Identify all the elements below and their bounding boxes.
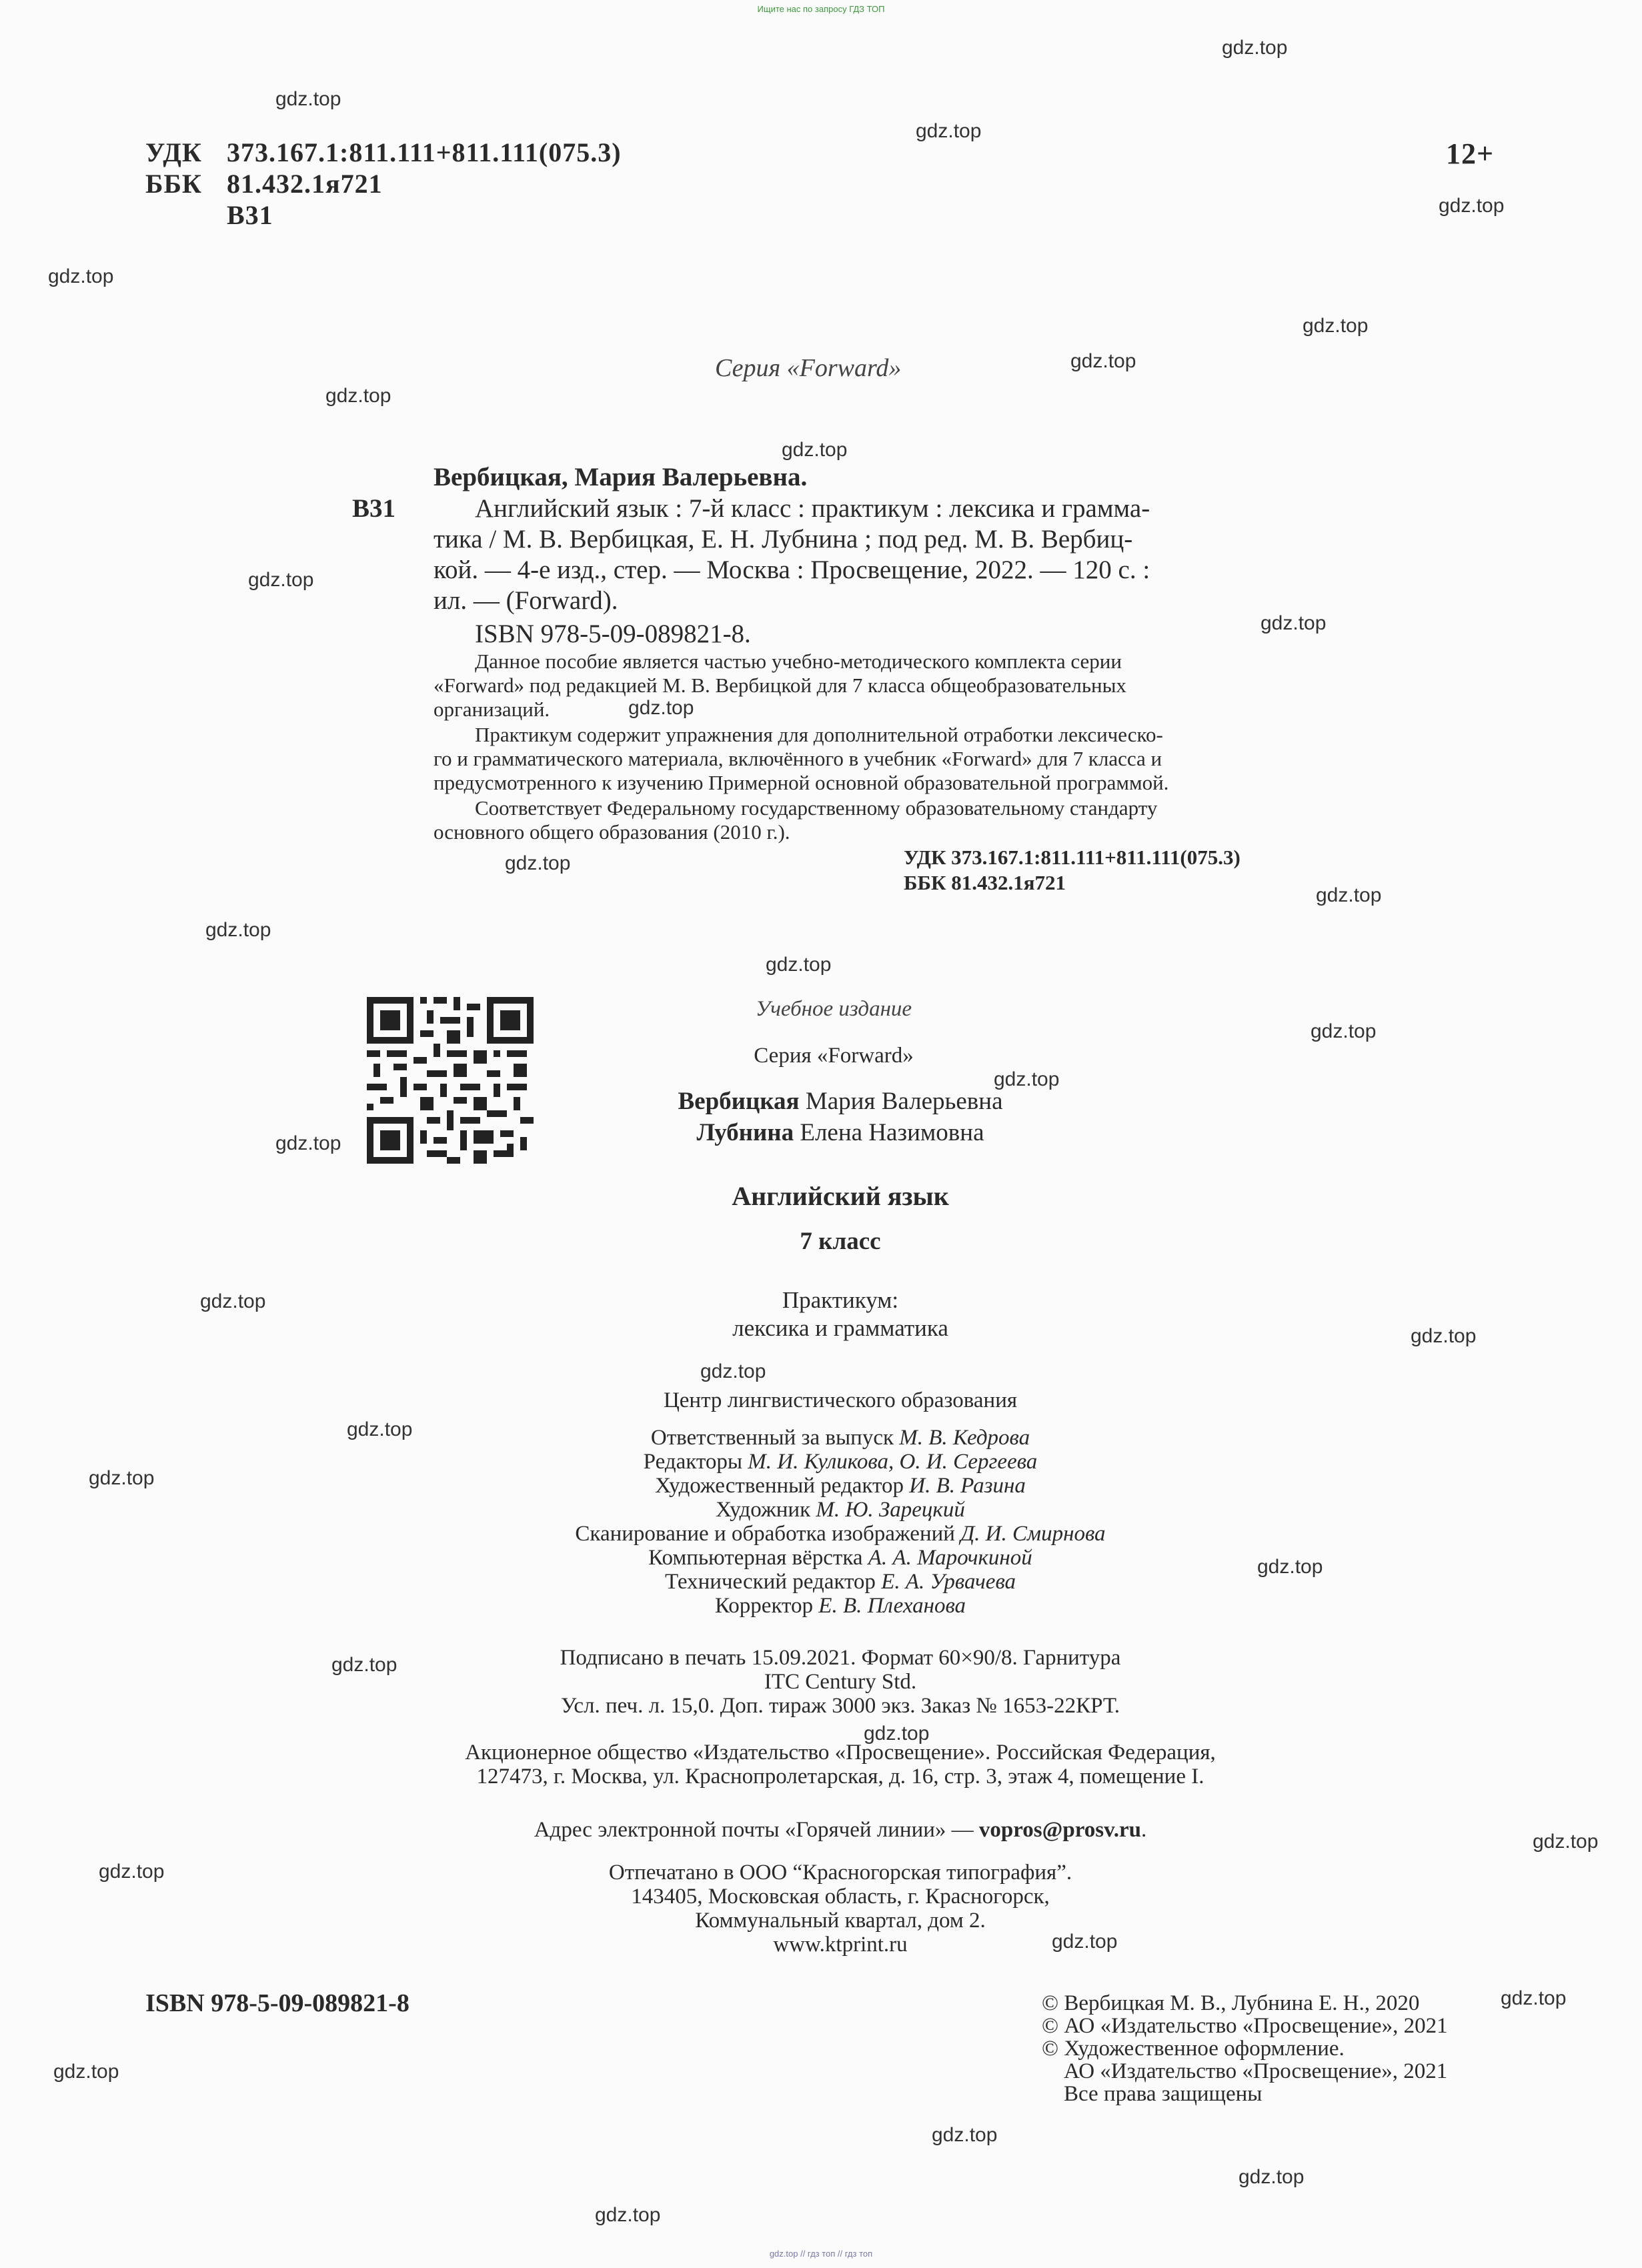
hotline-email: Адрес электронной почты «Горячей линии» — vopros@prosv.ru.	[534, 1818, 1147, 1842]
watermark: gdz.top	[325, 385, 391, 407]
watermark: gdz.top	[1501, 1987, 1567, 2009]
annotation-line: предусмотренного к изучению Примерной основной образовательной программой.	[434, 771, 1169, 794]
watermark: gdz.top	[275, 1132, 341, 1154]
printer-line: Отпечатано в ООО “Красногорская типография”.	[608, 1861, 1072, 1885]
watermark: gdz.top	[1222, 37, 1288, 59]
author-2-name: Елена Назимовна	[794, 1119, 984, 1146]
biblio-line-4: ил. — (Forward).	[434, 586, 618, 615]
credit-line: Художественный редактор И. В. Разина	[655, 1474, 1026, 1498]
age-rating: 12+	[1446, 137, 1495, 170]
watermark: gdz.top	[347, 1418, 413, 1440]
isbn-bottom: ISBN 978-5-09-089821-8	[145, 1989, 409, 2017]
biblio-isbn: ISBN 978-5-09-089821-8.	[475, 620, 751, 648]
edition-series: Серия «Forward»	[754, 1044, 914, 1068]
watermark: gdz.top	[932, 2124, 998, 2146]
udk-label: УДК	[145, 137, 202, 167]
watermark: gdz.top	[782, 439, 848, 461]
copyright-line: © Вербицкая М. В., Лубнина Е. Н., 2020	[1042, 1991, 1420, 2015]
author-1-name: Мария Валерьевна	[799, 1088, 1003, 1115]
watermark: gdz.top	[48, 265, 114, 287]
index-udk: УДК 373.167.1:811.111+811.111(075.3)	[904, 846, 1241, 869]
watermark: gdz.top	[99, 1861, 165, 1883]
edition-author-1	[574, 1087, 1107, 1116]
annotation-line: Практикум содержит упражнения для дополнительной отработки лексическо-	[475, 723, 1163, 746]
watermark: gdz.top	[275, 88, 341, 110]
copyright-line: © АО «Издательство «Просвещение», 2021	[1042, 2014, 1448, 2038]
annotation-line: «Forward» под редакцией М. В. Вербицкой для 7 класса общеобразовательных	[434, 674, 1126, 697]
bbk-label: ББК	[145, 169, 202, 199]
print-info-line: ITC Century Std.	[764, 1670, 917, 1694]
watermark: gdz.top	[1533, 1831, 1599, 1853]
top-note: Ищите нас по запросу ГДЗ ТОП	[757, 4, 885, 14]
edition-title: Английский язык	[732, 1181, 949, 1211]
watermark: gdz.top	[1311, 1020, 1377, 1042]
watermark: gdz.top	[994, 1068, 1060, 1090]
watermark: gdz.top	[1070, 350, 1136, 372]
biblio-line-1: Английский язык : 7-й класс : практикум : лексика и грамма-	[475, 494, 1150, 523]
watermark: gdz.top	[766, 954, 832, 976]
bbk-value: 81.432.1я721	[227, 169, 383, 199]
watermark: gdz.top	[916, 120, 982, 142]
watermark: gdz.top	[628, 697, 694, 719]
watermark: gdz.top	[1316, 884, 1382, 906]
series-title: Серия «Forward»	[715, 354, 902, 382]
printer-line: Коммунальный квартал, дом 2.	[695, 1909, 986, 1933]
biblio-line-2: тика / М. В. Вербицкая, Е. Н. Лубнина ; под ред. М. В. Вербиц-	[434, 525, 1133, 553]
author-1-surname: Вербицкая	[678, 1088, 800, 1115]
udk-value: 373.167.1:811.111+811.111(075.3)	[227, 137, 622, 167]
bottom-note: gdz.top // гдз топ // гдз топ	[769, 2249, 873, 2259]
credit-line: Редакторы М. И. Куликова, О. И. Сергеева	[643, 1450, 1038, 1474]
edition-subtitle-1: Практикум:	[782, 1287, 899, 1313]
credit-line: Компьютерная вёрстка А. А. Марочкиной	[648, 1546, 1032, 1570]
watermark: gdz.top	[595, 2204, 661, 2226]
edition-type: Учебное издание	[755, 997, 912, 1021]
index-bbk: ББК 81.432.1я721	[904, 871, 1066, 894]
watermark: gdz.top	[1439, 195, 1505, 217]
author-2-surname: Лубнина	[696, 1119, 794, 1146]
edition-subtitle-2: лексика и грамматика	[732, 1315, 948, 1341]
watermark: gdz.top	[1411, 1325, 1477, 1347]
credit-line: Корректор Е. В. Плеханова	[714, 1594, 966, 1618]
publisher-line: 127473, г. Москва, ул. Краснопролетарская, д. 16, стр. 3, этаж 4, помещение I.	[476, 1765, 1204, 1789]
copyright-line: © Художественное оформление.	[1042, 2037, 1345, 2061]
annotation-line: Данное пособие является частью учебно-методического комплекта серии	[475, 650, 1122, 673]
credit-line: Художник М. Ю. Зарецкий	[716, 1498, 965, 1522]
biblio-line-3: кой. — 4-е изд., стер. — Москва : Просвещение, 2022. — 120 с. :	[434, 555, 1150, 584]
email-link[interactable]: vopros@prosv.ru	[978, 1818, 1142, 1842]
watermark: gdz.top	[864, 1723, 930, 1745]
annotation-line: организаций.	[434, 698, 550, 721]
annotation-line: основного общего образования (2010 г.).	[434, 820, 790, 844]
credit-line: Технический редактор Е. А. Урвачева	[664, 1570, 1016, 1594]
watermark: gdz.top	[1303, 315, 1369, 337]
print-info-line: Усл. печ. л. 15,0. Доп. тираж 3000 экз. Заказ № 1653-22КРТ.	[560, 1694, 1120, 1718]
annotation-line: Соответствует Федеральному государственному образовательному стандарту	[475, 796, 1158, 820]
watermark: gdz.top	[1257, 1556, 1323, 1578]
biblio-author: Вербицкая, Мария Валерьевна.	[434, 463, 808, 491]
watermark: gdz.top	[331, 1654, 397, 1676]
edition-grade: 7 класс	[800, 1228, 881, 1255]
watermark: gdz.top	[89, 1467, 155, 1489]
copyright-line: АО «Издательство «Просвещение», 2021	[1064, 2059, 1448, 2083]
watermark: gdz.top	[205, 919, 271, 941]
watermark: gdz.top	[1052, 1931, 1118, 1953]
publisher-line: Акционерное общество «Издательство «Просвещение». Российская Федерация,	[465, 1741, 1216, 1765]
watermark: gdz.top	[1261, 612, 1327, 634]
watermark: gdz.top	[700, 1360, 766, 1382]
printer-website[interactable]: www.ktprint.ru	[773, 1933, 908, 1957]
credit-line: Сканирование и обработка изображений Д. И. Смирнова	[575, 1522, 1106, 1546]
watermark: gdz.top	[1239, 2166, 1305, 2188]
biblio-code: В31	[352, 494, 396, 523]
credit-line: Ответственный за выпуск М. В. Кедрова	[650, 1426, 1030, 1450]
edition-center: Центр лингвистического образования	[663, 1388, 1018, 1412]
watermark: gdz.top	[505, 852, 571, 874]
copyright-line: Все права защищены	[1064, 2082, 1263, 2106]
printer-line: 143405, Московская область, г. Красногорск,	[631, 1885, 1050, 1909]
watermark: gdz.top	[248, 569, 314, 591]
edition-author-2	[574, 1118, 1107, 1147]
watermark: gdz.top	[200, 1290, 266, 1312]
catalog-code: В31	[227, 200, 273, 230]
annotation-line: го и грамматического материала, включённого в учебник «Forward» для 7 класса и	[434, 747, 1162, 770]
qr-code-icon	[367, 997, 534, 1164]
print-info-line: Подписано в печать 15.09.2021. Формат 60×90/8. Гарнитура	[560, 1646, 1121, 1670]
watermark: gdz.top	[53, 2061, 119, 2083]
